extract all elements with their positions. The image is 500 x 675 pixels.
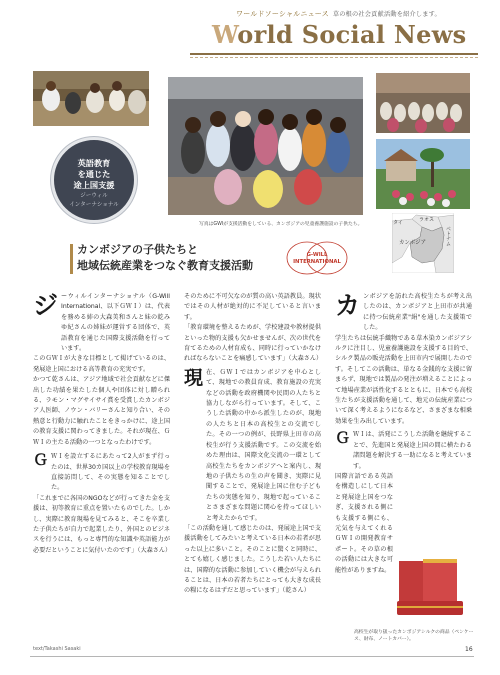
logo-line-1: G-WILL — [306, 252, 328, 258]
header-subtitle — [236, 9, 441, 19]
badge-org-line-1: ジーウィル — [80, 193, 108, 199]
paragraph: 「この活動を通して感じたのは、発展途上国で支援活動をしてみたいと考えている日本の若者が思った以上に多いこと。そのことに驚くと同時に、とても嬉しく感じました。こうした若い人たちには、国際的な活動に参加していく機会が与えられることは、日本の若者たちにとっても大きな成長の糧になるはずだと思っています」（乾さん） — [184, 524, 321, 595]
dropcap-ka: カ — [335, 291, 361, 320]
article-column-1 — [33, 292, 170, 556]
section-description: 草の根の社会貢献活動を紹介します。 — [332, 11, 441, 18]
map-label-vietnam: ベトナム — [445, 226, 451, 246]
paragraph: そのために不可欠なのが質の高い英語教員。現状ではその人材が絶対的に不足していると言います。 — [184, 293, 321, 321]
photo-caption: 写真はGWIが支援活動をしている、カンボジアの児童養護施設の子供たち。 — [199, 222, 363, 227]
paragraph: ンボジアを訪れた高校生たちが考え出したのは、カンボジアと上田市が共通に持つ伝統産業"絹"を通した支援策でした。 — [363, 293, 472, 332]
paragraph: かつて乾さんは、アジア地域で社会貢献などに傑出した功績を果たした個人や団体に対し贈られる、ラモン・マグサイサイ賞を受賞したカンボジア人医師、ノウン・バリーさんと知り合い、その熱意と行動力に触れたことをきっかけに、途上国の教育支援に関わってきました。それが現在、ＧＷＩの主たる活動の一つとなったわけです。 — [33, 376, 170, 446]
article-column-3 — [335, 292, 472, 576]
paragraph: 「教育環境を整えるためが、学校建設や教材提供といった物的支援も欠かせませんが、次の世代を育てるための人材育成も、同時に行っていかなければならないことを痛感しています」（大森さん） — [184, 324, 323, 363]
inset-photo-caption: 高校生が取り扱ったカンボジアシルクの商品（ペンケース、財布、ノートカバー）。 — [354, 630, 474, 642]
logo-line-2: INTERNATIONAL — [293, 259, 341, 265]
headline-line-1: カンボジアの子供たちと — [77, 243, 198, 256]
map-label-cambodia: カンボジア — [399, 240, 426, 246]
headline-accent-bar — [70, 244, 73, 274]
paragraph: ーウィルインターナショナル（G-Will International、以下ＧＷＩ）は、代表を務める姉の大森美和さんと妹の乾みゆ紀さんの姉妹が運営する団体で、英語教育を通じた国際支援活動を行っています。 — [61, 293, 170, 353]
photo-silk-products — [395, 555, 465, 625]
paragraph: 「これまでに各国のNGOなどが行ってきた金を支援は、初等教育に重点を置いたものでした。しかし、実際に教育現場を見てみると、そこを卒業した子供たちが自力で起業したり、外国とのビジネスを行うには、もっと専門的な知識や英語能力が必要だということに気付いたのです」（大森さん） — [33, 494, 172, 554]
page-number: 16 — [465, 646, 473, 653]
topic-badge — [51, 137, 137, 223]
paragraph: 国際言語である英語を構造しにして日本と発展途上国をつなぎ、支援される側にも支援する側にも、元気を与えてくれるＧＷＩの開発教育サポート。その草の根の活動には大きな可能性がありますね。 — [335, 472, 393, 574]
text-credit: text/Takashi Sasaki — [33, 646, 81, 652]
header-rule — [190, 53, 478, 55]
map-label-laos: ラオス — [419, 217, 434, 223]
badge-org-line-2: インターナショナル — [69, 202, 119, 208]
paragraph: ＷＩは、活発にこうした活動を継続することで、先進国と発展途上国の間に横たわる諸問題を解決する一助になると考えています。 — [353, 431, 472, 470]
page-title — [212, 20, 466, 49]
title-initial: W — [212, 20, 238, 49]
badge-line-2: を通じた — [77, 169, 111, 179]
paragraph: このＧＷＩが大きな目標として掲げているのは、発展途上国における高等教育の充実です。 — [33, 355, 170, 373]
logo-text — [285, 252, 349, 266]
dropcap-g: Ｇ — [33, 451, 49, 470]
paragraph: ＷＩを設立するにあたって2人がまず行ったのは、世界30カ国以上の学校教育現場を直接訪問して、その実態を知ることでした。 — [51, 453, 170, 492]
dropcap-gen: 現 — [184, 366, 204, 389]
map-label-thailand: タイ — [393, 220, 403, 226]
title-rest: orld Social News — [237, 20, 467, 49]
article-column-2 — [184, 292, 321, 597]
dropcap-g: Ｇ — [335, 429, 351, 448]
badge-line-3: 途上国支援 — [73, 180, 115, 190]
photo-classroom — [33, 71, 149, 126]
header-dashed-rule — [190, 57, 478, 58]
photo-village — [376, 139, 470, 209]
photo-children-group — [168, 77, 363, 215]
section-name-jp: ワールドソーシャルニュース — [236, 10, 329, 18]
paragraph: 学生たちは伝統手織物である草木染カンボジアシルクに注目し、児童養護施設を支援する目的で、シルク製品の販売活動を上田市内で展開したのです。そしてこの活動は、単なる金銭的な支援に留まらず、現地では製品の発注が増えることによって地場産業が活性化するとともに、日本でも高校生たちが支援活動を通して、地元の伝統産業について深く考えるようになるなど、さまざまな相乗効果を生み出しています。 — [335, 334, 472, 425]
article-headline — [77, 242, 253, 274]
photo-class-outdoors — [376, 73, 470, 133]
dropcap-ji: ジ — [33, 291, 59, 320]
headline-line-2: 地域伝統産業をつなぐ教育支援活動 — [77, 259, 253, 272]
paragraph: 在、ＧＷＩではカンボジアを中心として、現地での教員育成、教育施設の充実などの活動を政府機関や民間の人たちと協力しながら行っています。そして、こうした活動の中から派生したのが、現地の人たちと日本の高校生との交流でした。その一つの例が、長野県上田市の高校生が行う支援活動です。この交流を始めた理由は、国際文化交流の一環として高校生たちをカンボジアへと案内し、現地の子供たちの生の声を聞き、実際に見聞することで、発展途上国に住む子どもたちの実態を知り、現地で起っていることさまざまな問題に関心を持ってほしいと考えたからです。 — [206, 368, 321, 522]
badge-line-1: 英語教育 — [77, 158, 111, 168]
footer-rule — [30, 656, 474, 657]
